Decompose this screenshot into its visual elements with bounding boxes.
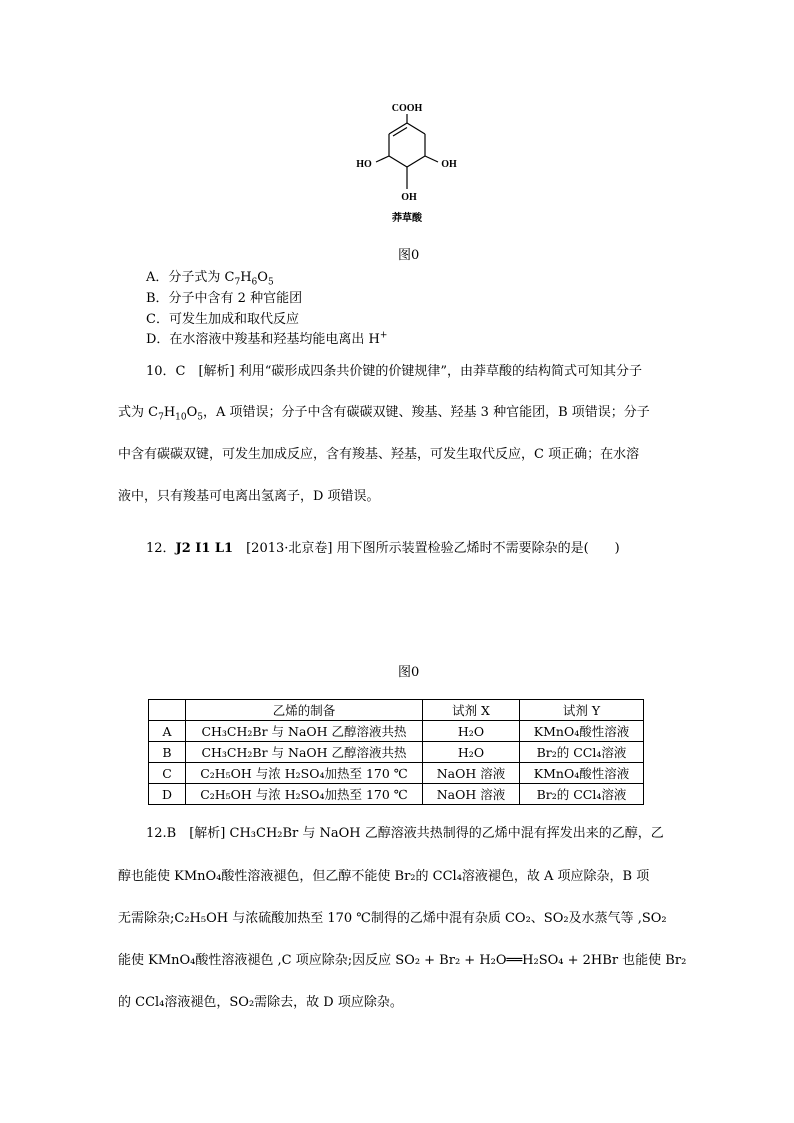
header-cell: 乙烯的制备: [186, 700, 423, 721]
option-d: D．在水溶液中羧基和羟基均能电离出 H+: [146, 330, 388, 347]
header-cell: [149, 700, 186, 721]
prep-cell: CH₃CH₂Br 与 NaOH 乙醇溶液共热: [186, 721, 423, 742]
header-cell: 试剂 Y: [520, 700, 644, 721]
table-row: [149, 742, 644, 763]
reagent-x-cell: H₂O: [423, 721, 520, 742]
row-label: C: [149, 763, 186, 784]
cooh-label: COOH: [391, 103, 423, 114]
reagent-table: [148, 699, 644, 805]
row-label: D: [149, 784, 186, 805]
row-label: A: [149, 721, 186, 742]
option-a: A．分子式为 $C_7H_6O_5$: [146, 270, 274, 288]
q12-answer-line-4: 能使 KMnO₄酸性溶液褪色 ,C 项应除杂;因反应 SO₂ + Br₂ + H₂O══H₂SO₄ + 2HBr 也能使 Br₂: [118, 953, 687, 968]
q12-answer-line-5: 的 CCl₄溶液褪色，SO₂需除去，故 D 项应除杂。: [118, 995, 403, 1010]
figure-label-2: 图0: [398, 665, 420, 680]
prep-cell: C₂H₅OH 与浓 H₂SO₄加热至 170 ℃: [186, 763, 423, 784]
reagent-x-cell: NaOH 溶液: [423, 784, 520, 805]
reagent-y-cell: KMnO₄酸性溶液: [520, 763, 644, 784]
reagent-x-cell: NaOH 溶液: [423, 763, 520, 784]
table-row: [149, 784, 644, 805]
option-c: C．可发生加成和取代反应: [146, 312, 299, 327]
q12-answer-line-3: 无需除杂;C₂H₅OH 与浓硫酸加热至 170 ℃制得的乙烯中混有杂质 CO₂、SO₂及水蒸气等 ,SO₂: [118, 911, 667, 926]
reagent-y-cell: Br₂的 CCl₄溶液: [520, 742, 644, 763]
reagent-y-cell: Br₂的 CCl₄溶液: [520, 784, 644, 805]
figure-label-1: 图0: [398, 248, 420, 263]
q12-stem: 12．J2 I1 L1 [2013·北京卷] 用下图所示装置检验乙烯时不需要除杂的是( ): [146, 541, 620, 556]
reagent-x-cell: H₂O: [423, 742, 520, 763]
q10-answer-line-2: 式为 $C_7H_{10}O_5$，A 项错误；分子中含有碳碳双键、羧基、羟基 3 种官能团，B 项错误；分子: [118, 405, 650, 423]
header-cell: 试剂 X: [423, 700, 520, 721]
table-row: [149, 721, 644, 742]
q12-answer-line-1: 12.B [解析] CH₃CH₂Br 与 NaOH 乙醇溶液共热制得的乙烯中混有挥发出来的乙醇，乙: [146, 826, 664, 841]
q10-answer-line-3: 中含有碳碳双键，可发生加成反应，含有羧基、羟基，可发生取代反应，C 项正确；在水溶: [118, 447, 640, 462]
oh-right-label: OH: [441, 159, 457, 170]
prep-cell: C₂H₅OH 与浓 H₂SO₄加热至 170 ℃: [186, 784, 423, 805]
q10-answer-line-4: 液中，只有羧基可电离出氢离子，D 项错误。: [118, 489, 380, 504]
q12-answer-line-2: 醇也能使 KMnO₄酸性溶液褪色，但乙醇不能使 Br₂的 CCl₄溶液褪色，故 A 项应除杂，B 项: [118, 869, 650, 884]
option-b: B．分子中含有 2 种官能团: [146, 291, 303, 306]
q10-answer-line-1: 10．C [解析] 利用“碳形成四条共价键的价键规律”，由莽草酸的结构简式可知其分子: [146, 364, 643, 379]
structure-diagram: [345, 98, 475, 228]
ho-left-label: HO: [356, 159, 372, 170]
row-label: B: [149, 742, 186, 763]
reagent-y-cell: KMnO₄酸性溶液: [520, 721, 644, 742]
prep-cell: CH₃CH₂Br 与 NaOH 乙醇溶液共热: [186, 742, 423, 763]
table-header-row: [149, 700, 644, 721]
table-row: [149, 763, 644, 784]
oh-bottom-label: OH: [401, 192, 417, 203]
structure-caption: 莽草酸: [392, 213, 422, 224]
shikimic-acid-structure: [345, 98, 475, 228]
